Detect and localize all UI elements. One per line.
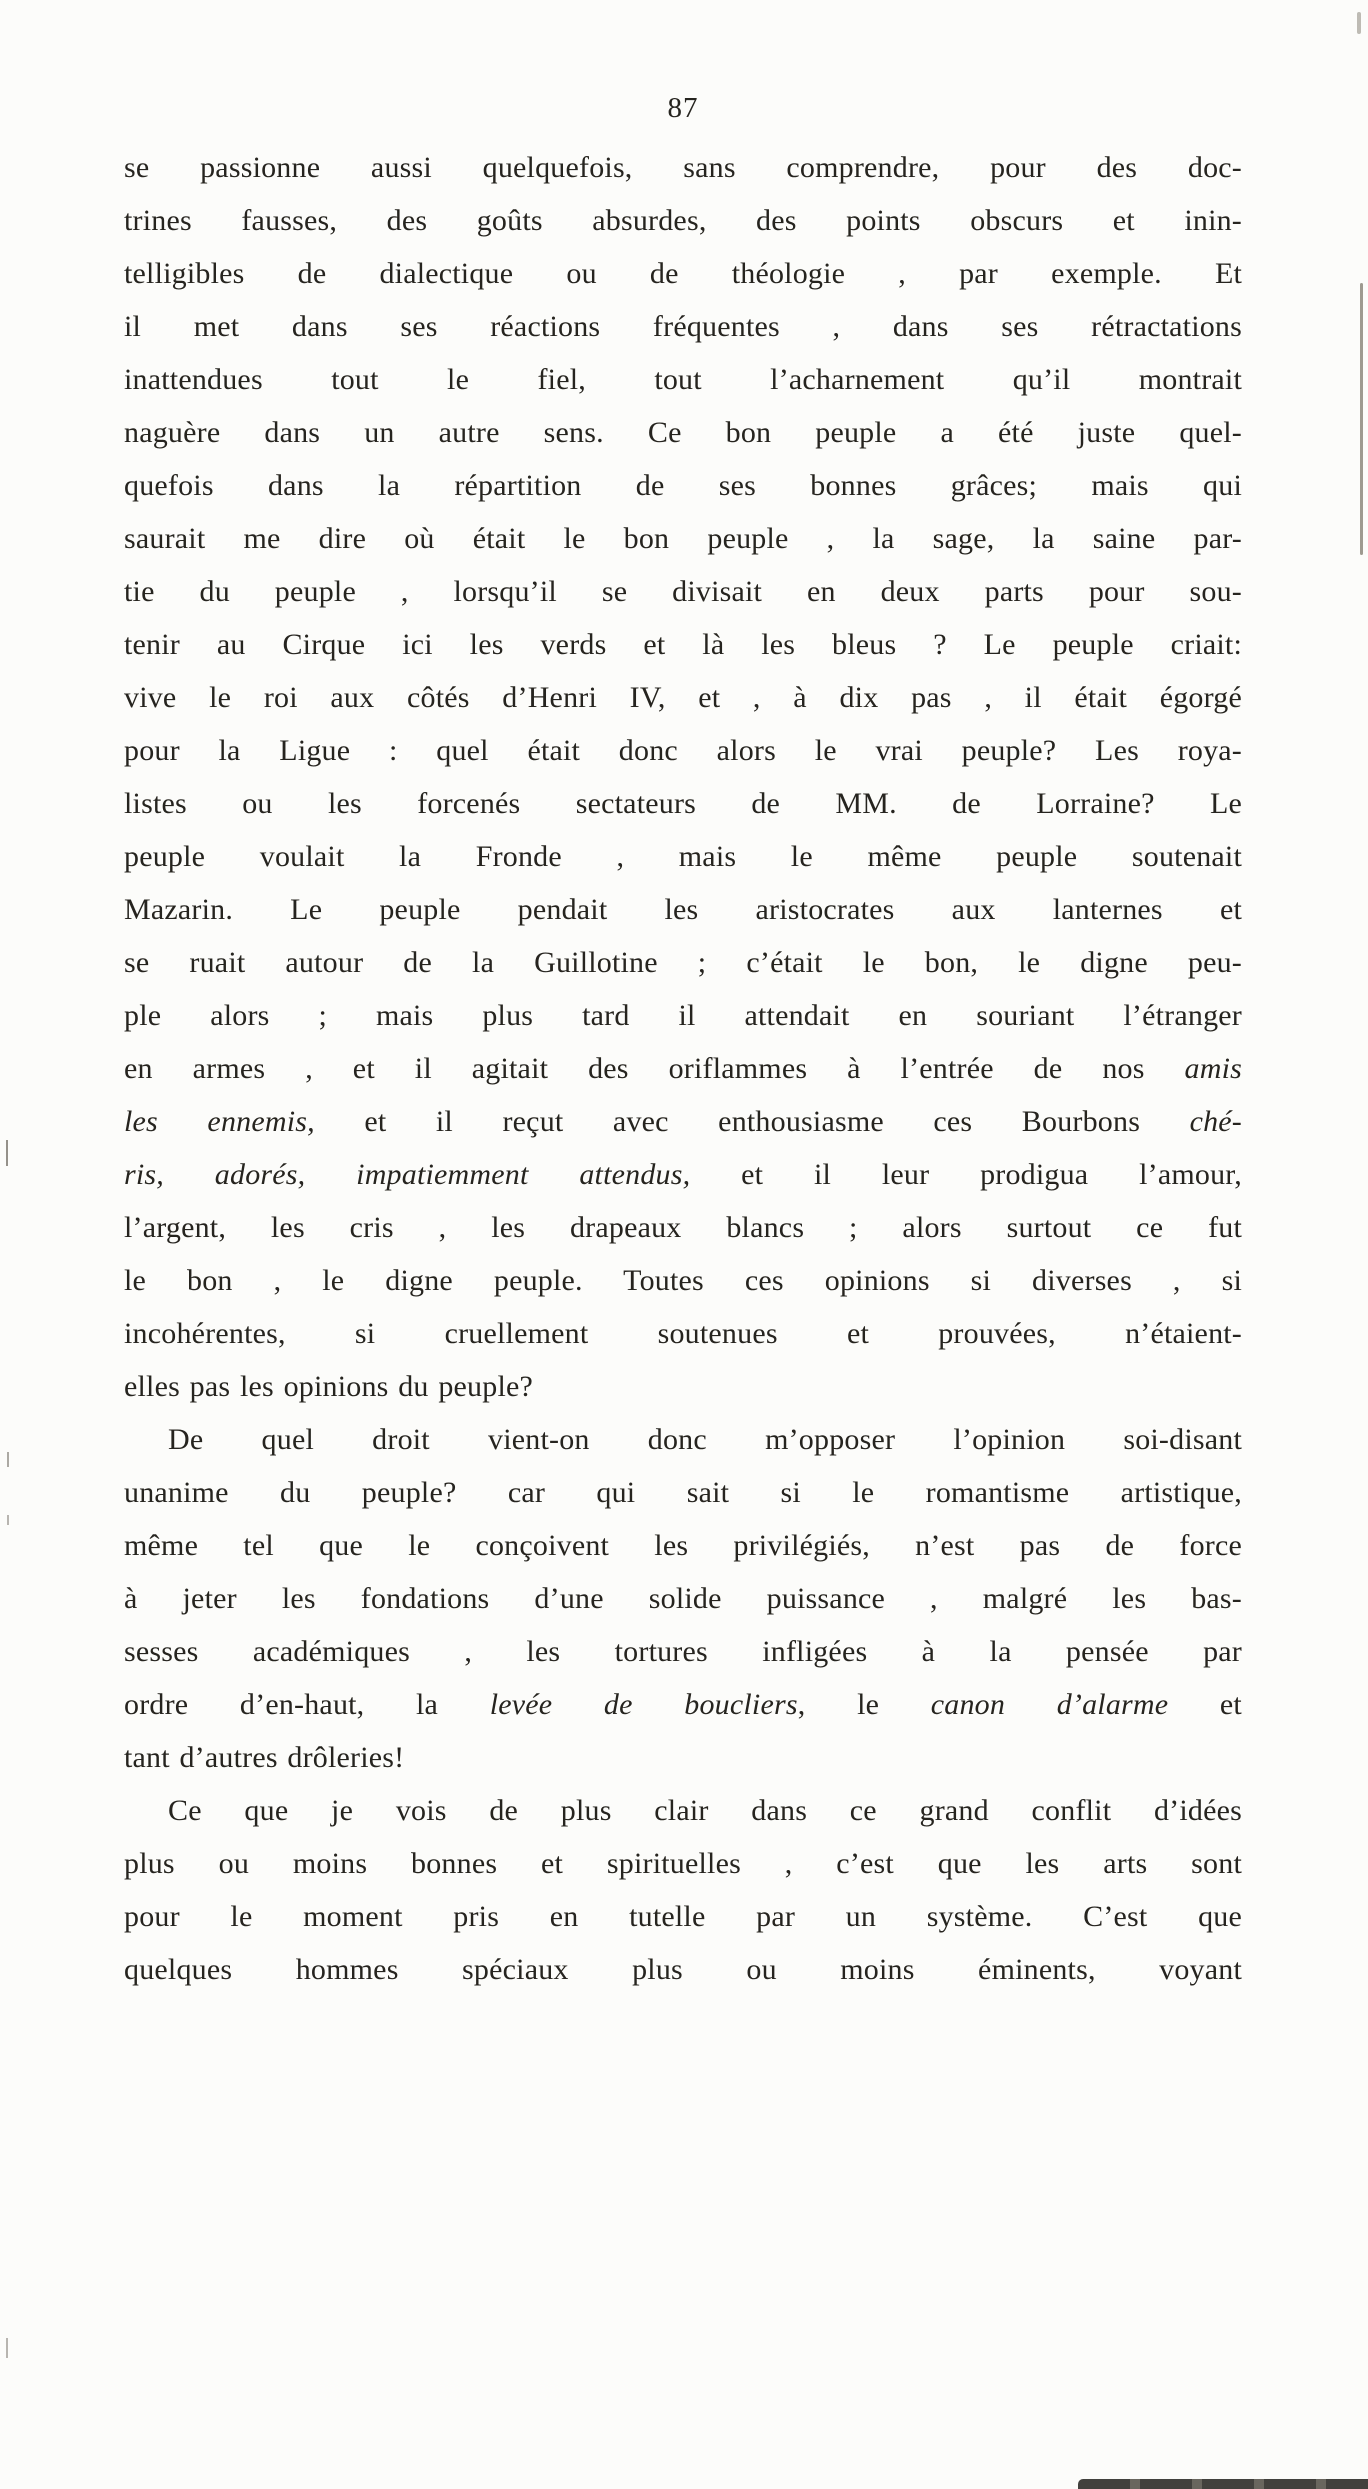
text-segment: peuple voulait la Fronde , mais le même peuple soutenait xyxy=(124,840,1242,873)
text-segment: listes ou les forcenés sectateurs de MM. de Lorraine? Le xyxy=(124,787,1242,820)
text-line xyxy=(124,1148,1242,1201)
text-line xyxy=(124,777,1242,830)
text-line xyxy=(124,830,1242,883)
text-segment: tenir au Cirque ici les verds et là les bleus ? Le peuple criait: xyxy=(124,628,1242,661)
text-line xyxy=(124,141,1242,194)
paragraph xyxy=(124,1784,1242,1996)
text-segment: canon d’alarme xyxy=(930,1688,1169,1721)
text-line xyxy=(124,1095,1242,1148)
text-segment: ris, adorés, impatiemment attendus, xyxy=(124,1158,691,1191)
text-line xyxy=(124,1943,1242,1996)
text-segment: Ce que je vois de plus clair dans ce grand conflit d’idées xyxy=(168,1794,1242,1827)
text-line xyxy=(124,1360,1242,1413)
text-line xyxy=(124,1519,1242,1572)
text-segment: unanime du peuple? car qui sait si le romantisme artistique, xyxy=(124,1476,1242,1509)
text-segment: elles pas les opinions du peuple? xyxy=(124,1370,534,1403)
text-segment: ché- xyxy=(1189,1105,1242,1138)
text-segment: plus ou moins bonnes et spirituelles , c’est que les arts sont xyxy=(124,1847,1242,1880)
text-line xyxy=(124,1890,1242,1943)
text-line xyxy=(124,1413,1242,1466)
text-segment: incohérentes, si cruellement soutenues et prouvées, n’étaient- xyxy=(124,1317,1242,1350)
body-text xyxy=(124,141,1242,1996)
text-segment: même tel que le conçoivent les privilégiés, n’est pas de force xyxy=(124,1529,1242,1562)
text-segment: amis xyxy=(1184,1052,1242,1085)
text-segment: en armes , et il agitait des oriflammes à l’entrée de nos xyxy=(124,1052,1185,1085)
text-segment: à jeter les fondations d’une solide puissance , malgré les bas- xyxy=(124,1582,1242,1615)
text-line xyxy=(124,512,1242,565)
text-segment: saurait me dire où était le bon peuple , la sage, la saine par- xyxy=(124,522,1242,555)
text-line xyxy=(124,1307,1242,1360)
text-segment: se ruait autour de la Guillotine ; c’était le bon, le digne peu- xyxy=(124,946,1242,979)
text-segment: tant d’autres drôleries! xyxy=(124,1741,405,1774)
text-line xyxy=(124,565,1242,618)
text-segment: le bon , le digne peuple. Toutes ces opinions si diverses , si xyxy=(124,1264,1242,1297)
text-segment: sesses académiques , les tortures infligées à la pensée par xyxy=(124,1635,1242,1668)
text-line xyxy=(124,936,1242,989)
text-line xyxy=(124,724,1242,777)
text-line xyxy=(124,194,1242,247)
scan-artifact xyxy=(7,1452,9,1467)
scan-artifact xyxy=(7,1515,9,1525)
scan-artifact xyxy=(6,1140,8,1166)
text-segment: trines fausses, des goûts absurdes, des points obscurs et inin- xyxy=(124,204,1242,237)
text-line xyxy=(124,618,1242,671)
page-number: 87 xyxy=(667,92,699,124)
text-segment: et il leur prodigua l’amour, xyxy=(690,1158,1242,1191)
text-segment: et xyxy=(1168,1688,1242,1721)
text-line xyxy=(124,406,1242,459)
text-segment: quelques hommes spéciaux plus ou moins éminents, voyant xyxy=(124,1953,1242,1986)
scan-artifact xyxy=(1357,12,1361,34)
text-segment: pour la Ligue : quel était donc alors le vrai peuple? Les roya- xyxy=(124,734,1242,767)
text-segment: pour le moment pris en tutelle par un système. C’est que xyxy=(124,1900,1242,1933)
text-segment: et il reçut avec enthousiasme ces Bourbons xyxy=(314,1105,1190,1138)
text-line xyxy=(124,459,1242,512)
text-line xyxy=(124,1466,1242,1519)
text-segment: les ennemis, xyxy=(124,1105,315,1138)
text-segment: tie du peuple , lorsqu’il se divisait en deux parts pour sou- xyxy=(124,575,1242,608)
text-segment: De quel droit vient-on donc m’opposer l’opinion soi-disant xyxy=(168,1423,1242,1456)
text-segment: il met dans ses réactions fréquentes , dans ses rétractations xyxy=(124,310,1242,343)
text-line xyxy=(124,1678,1242,1731)
text-segment: l’argent, les cris , les drapeaux blancs ; alors surtout ce fut xyxy=(124,1211,1242,1244)
text-line xyxy=(124,883,1242,936)
text-line xyxy=(124,1837,1242,1890)
text-line xyxy=(124,1254,1242,1307)
text-segment: vive le roi aux côtés d’Henri IV, et , à dix pas , il était égorgé xyxy=(124,681,1242,714)
scan-artifact xyxy=(1078,2479,1368,2489)
text-segment: naguère dans un autre sens. Ce bon peuple a été juste quel- xyxy=(124,416,1242,449)
text-segment: inattendues tout le fiel, tout l’acharnement qu’il montrait xyxy=(124,363,1242,396)
text-line xyxy=(124,989,1242,1042)
text-line xyxy=(124,1042,1242,1095)
text-line xyxy=(124,300,1242,353)
text-line xyxy=(124,1625,1242,1678)
scan-artifact xyxy=(6,2338,8,2358)
text-line xyxy=(124,1201,1242,1254)
scan-artifact xyxy=(1360,283,1363,555)
text-line xyxy=(124,1572,1242,1625)
text-segment: , le xyxy=(797,1688,931,1721)
paragraph xyxy=(124,1413,1242,1784)
text-line xyxy=(124,247,1242,300)
text-segment: se passionne aussi quelquefois, sans comprendre, pour des doc- xyxy=(124,151,1242,184)
paragraph xyxy=(124,141,1242,1413)
text-line xyxy=(124,353,1242,406)
text-segment: ordre d’en-haut, la xyxy=(124,1688,490,1721)
text-segment: Mazarin. Le peuple pendait les aristocrates aux lanternes et xyxy=(124,893,1242,926)
text-line xyxy=(124,671,1242,724)
text-segment: ple alors ; mais plus tard il attendait en souriant l’étranger xyxy=(124,999,1242,1032)
text-line xyxy=(124,1731,1242,1784)
text-segment: quefois dans la répartition de ses bonnes grâces; mais qui xyxy=(124,469,1242,502)
text-segment: levée de boucliers xyxy=(489,1688,798,1721)
text-segment: telligibles de dialectique ou de théologie , par exemple. Et xyxy=(124,257,1242,290)
text-line xyxy=(124,1784,1242,1837)
